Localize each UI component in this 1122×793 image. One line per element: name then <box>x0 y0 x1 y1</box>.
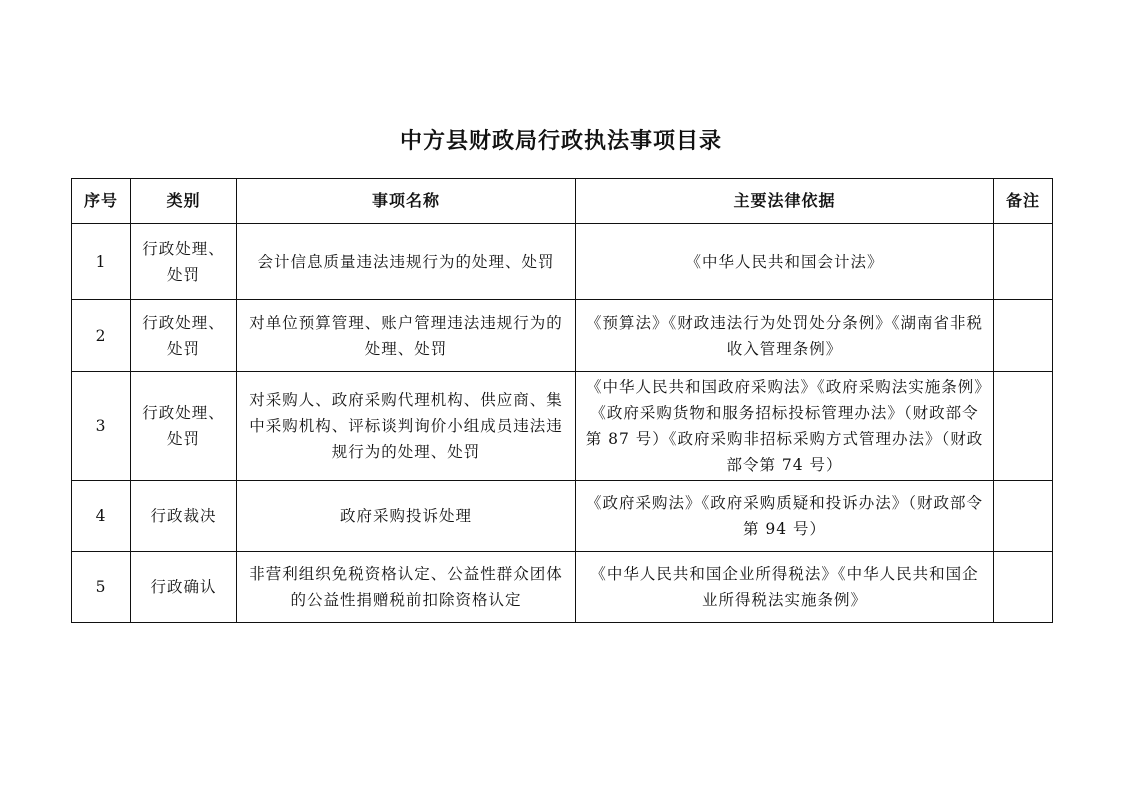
cell-seq: 2 <box>72 300 131 372</box>
cell-item-name: 会计信息质量违法违规行为的处理、处罚 <box>237 224 576 300</box>
cell-category: 行政处理、处罚 <box>131 300 237 372</box>
cell-seq: 1 <box>72 224 131 300</box>
cell-seq: 3 <box>72 372 131 481</box>
cell-item-name: 对采购人、政府采购代理机构、供应商、集中采购机构、评标谈判询价小组成员违法违规行为的处理、处罚 <box>237 372 576 481</box>
cell-seq: 5 <box>72 552 131 623</box>
table-row <box>72 224 1053 300</box>
table-row <box>72 552 1053 623</box>
cell-note <box>994 481 1053 552</box>
table-header-row <box>72 179 1053 224</box>
header-note: 备注 <box>994 179 1053 224</box>
document-title: 中方县财政局行政执法事项目录 <box>399 129 722 154</box>
cell-legal-basis: 《中华人民共和国会计法》 <box>576 224 994 300</box>
cell-legal-basis: 《中华人民共和国企业所得税法》《中华人民共和国企业所得税法实施条例》 <box>576 552 994 623</box>
enforcement-items-table <box>71 178 1053 623</box>
cell-category: 行政处理、处罚 <box>131 224 237 300</box>
cell-item-name: 政府采购投诉处理 <box>237 481 576 552</box>
cell-legal-basis: 《政府采购法》《政府采购质疑和投诉办法》（财政部令第 94 号） <box>576 481 994 552</box>
header-category: 类别 <box>131 179 237 224</box>
cell-item-name: 对单位预算管理、账户管理违法违规行为的处理、处罚 <box>237 300 576 372</box>
header-item-name: 事项名称 <box>237 179 576 224</box>
cell-note <box>994 552 1053 623</box>
cell-note <box>994 372 1053 481</box>
cell-legal-basis: 《预算法》《财政违法行为处罚处分条例》《湖南省非税收入管理条例》 <box>576 300 994 372</box>
cell-legal-basis: 《中华人民共和国政府采购法》《政府采购法实施条例》《政府采购货物和服务招标投标管理办法》（财政部令第 87 号）《政府采购非招标采购方式管理办法》（财政部令第 74 号） <box>576 372 994 481</box>
table-row <box>72 481 1053 552</box>
header-seq: 序号 <box>72 179 131 224</box>
cell-item-name: 非营利组织免税资格认定、公益性群众团体的公益性捐赠税前扣除资格认定 <box>237 552 576 623</box>
cell-category: 行政处理、处罚 <box>131 372 237 481</box>
cell-note <box>994 224 1053 300</box>
cell-seq: 4 <box>72 481 131 552</box>
cell-note <box>994 300 1053 372</box>
header-legal-basis: 主要法律依据 <box>576 179 994 224</box>
table-row <box>72 372 1053 481</box>
cell-category: 行政确认 <box>131 552 237 623</box>
table-row <box>72 300 1053 372</box>
cell-category: 行政裁决 <box>131 481 237 552</box>
